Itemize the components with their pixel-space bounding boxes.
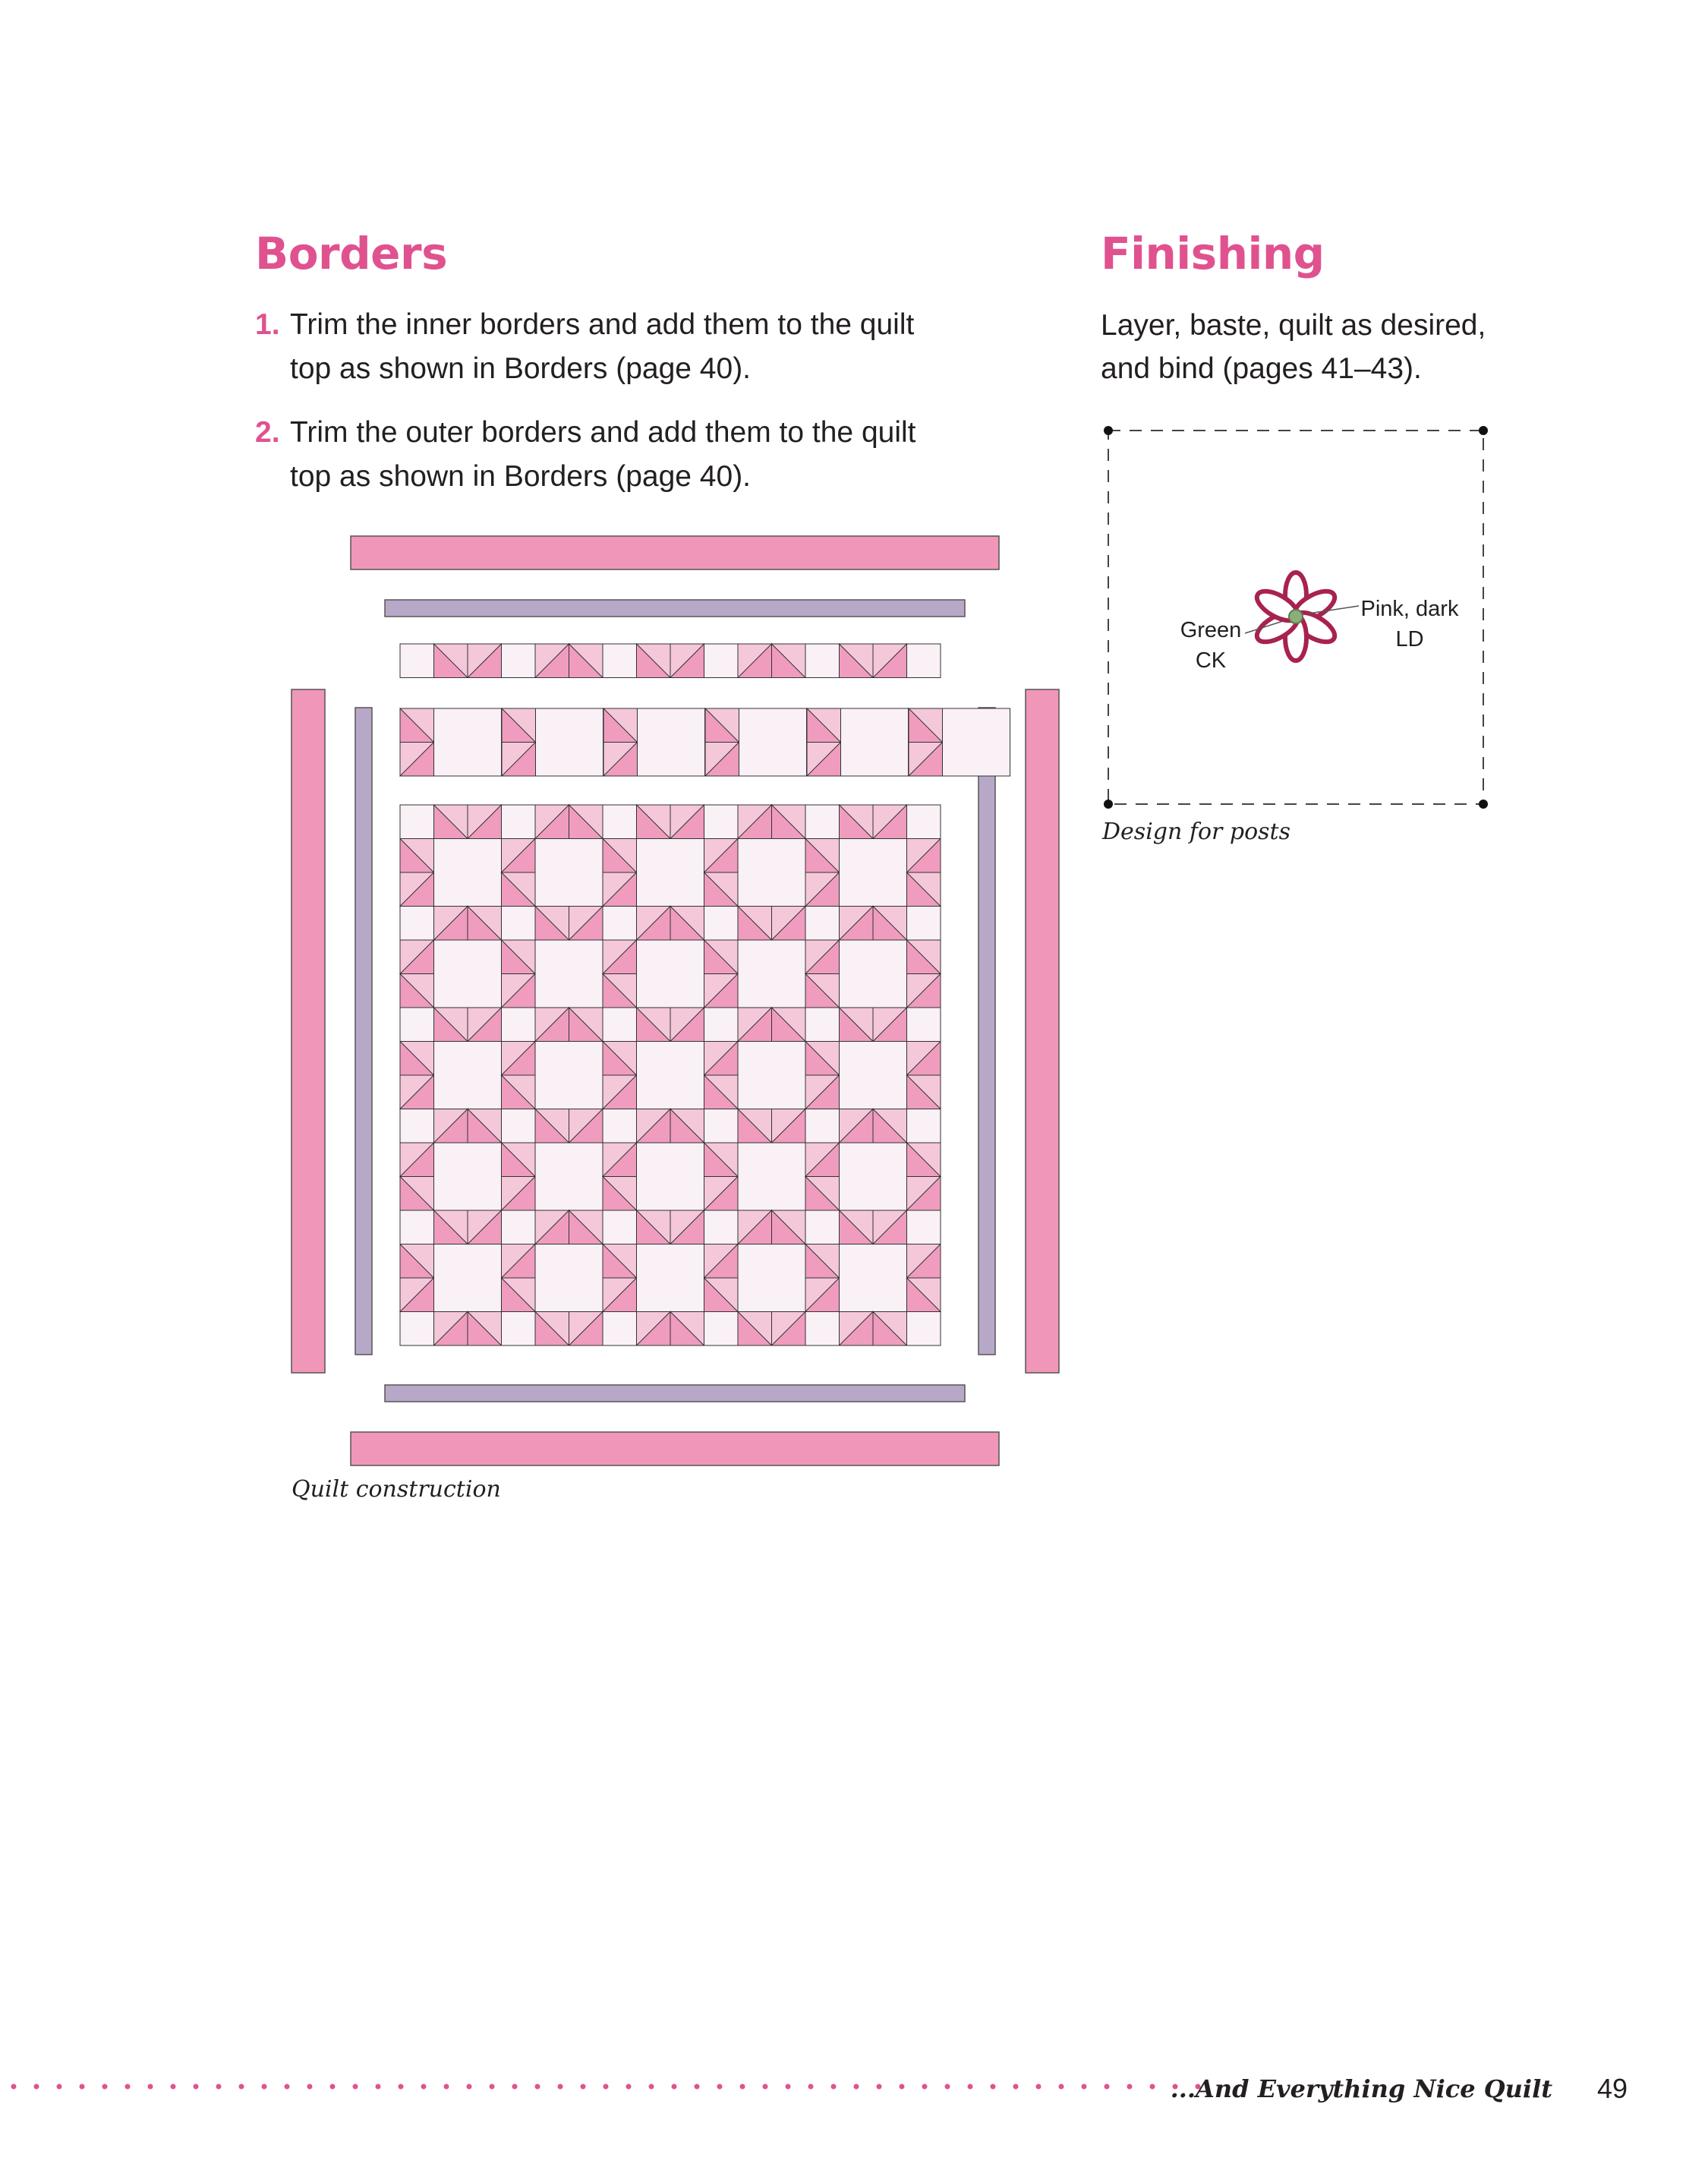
background-square	[400, 1312, 434, 1346]
background-square	[805, 1210, 840, 1244]
outer-border-right	[1026, 689, 1059, 1373]
background-square	[502, 805, 536, 839]
background-square	[805, 1008, 840, 1042]
footer-dot	[649, 2084, 654, 2090]
background-square	[535, 1042, 603, 1109]
inner-border-top	[385, 600, 965, 617]
footer-dot	[1105, 2084, 1110, 2090]
background-square	[603, 907, 637, 941]
footer-dot	[102, 2084, 108, 2090]
background-square	[637, 940, 704, 1008]
footer-dot	[1082, 2084, 1087, 2090]
background-square	[704, 644, 739, 678]
background-square	[907, 1008, 941, 1042]
background-square	[907, 1312, 941, 1346]
footer-dot	[535, 2084, 540, 2090]
step-text: Trim the inner borders and add them to the quilt top as shown in Borders (page 40).	[290, 308, 915, 385]
background-square	[907, 907, 941, 941]
quilt-construction-caption: Quilt construction	[291, 1476, 501, 1503]
inner-border-left	[355, 708, 372, 1355]
background-square	[805, 1312, 840, 1346]
background-square	[840, 1244, 907, 1312]
background-square	[502, 1312, 536, 1346]
background-square	[805, 907, 840, 941]
step-number: 2.	[255, 416, 280, 449]
background-square	[400, 805, 434, 839]
background-square	[907, 1210, 941, 1244]
design-for-posts-caption: Design for posts	[1102, 819, 1291, 845]
footer-dot	[330, 2084, 336, 2090]
background-square	[907, 805, 941, 839]
footer-dot	[740, 2084, 745, 2090]
background-square	[805, 644, 840, 678]
background-square	[400, 1210, 434, 1244]
borders-heading: Borders	[255, 228, 448, 279]
background-square	[535, 839, 603, 907]
footer-dot	[626, 2084, 632, 2090]
outer-border-top	[351, 536, 999, 569]
background-square	[502, 907, 536, 941]
footer-dot	[421, 2084, 427, 2090]
footer-dot	[695, 2084, 700, 2090]
footer-dot	[11, 2084, 17, 2090]
footer-dot	[672, 2084, 677, 2090]
background-square	[943, 708, 1010, 776]
footer-dot	[581, 2084, 586, 2090]
background-square	[738, 839, 805, 907]
background-square	[637, 1143, 704, 1210]
footer-dot	[1150, 2084, 1155, 2090]
footer-dot	[57, 2084, 62, 2090]
background-square	[434, 1143, 502, 1210]
background-square	[637, 1244, 704, 1312]
footer-dot	[148, 2084, 153, 2090]
footer-dot	[353, 2084, 358, 2090]
background-square	[738, 1244, 805, 1312]
finishing-text: Layer, baste, quilt as desired, and bind (pages 41–43).	[1101, 309, 1486, 385]
footer-dot	[444, 2084, 449, 2090]
background-square	[738, 940, 805, 1008]
background-square	[840, 1143, 907, 1210]
background-square	[638, 708, 705, 776]
background-square	[434, 708, 502, 776]
footer-dot	[1059, 2084, 1064, 2090]
background-square	[840, 940, 907, 1008]
footer-dot	[490, 2084, 495, 2090]
inner-border-bottom	[385, 1385, 965, 1402]
footer-dot	[307, 2084, 313, 2090]
background-square	[400, 1109, 434, 1144]
background-square	[603, 1109, 637, 1144]
background-square	[840, 839, 907, 907]
background-square	[841, 708, 909, 776]
footer-dot	[399, 2084, 404, 2090]
background-square	[840, 1042, 907, 1109]
background-square	[704, 1109, 739, 1144]
background-square	[637, 1042, 704, 1109]
footer-dot	[717, 2084, 723, 2090]
footer-dot	[1013, 2084, 1019, 2090]
step-text: Trim the outer borders and add them to the quilt top as shown in Borders (page 40).	[290, 416, 916, 493]
background-square	[738, 1143, 805, 1210]
background-square	[603, 1210, 637, 1244]
background-square	[400, 907, 434, 941]
outer-border-bottom	[351, 1432, 999, 1465]
footer-dot	[467, 2084, 472, 2090]
background-square	[603, 805, 637, 839]
corner-dot	[1104, 800, 1113, 809]
background-square	[502, 1008, 536, 1042]
background-square	[535, 1244, 603, 1312]
flower-center	[1289, 610, 1303, 623]
page-number: 49	[1597, 2073, 1628, 2104]
background-square	[434, 1042, 502, 1109]
footer-dot	[125, 2084, 131, 2090]
footer-dot	[808, 2084, 814, 2090]
background-square	[907, 644, 941, 678]
outer-border-left	[291, 689, 325, 1373]
footer-dot	[945, 2084, 950, 2090]
label-pink-dark-ld: Pink, dark LD	[1360, 597, 1459, 651]
footer-dot	[1127, 2084, 1133, 2090]
background-square	[907, 1109, 941, 1144]
background-square	[704, 907, 739, 941]
footer-dot	[171, 2084, 176, 2090]
footer-dot	[854, 2084, 859, 2090]
footer-dot	[34, 2084, 39, 2090]
footer-dot	[900, 2084, 905, 2090]
footer-dot	[216, 2084, 222, 2090]
background-square	[434, 1244, 502, 1312]
background-square	[400, 1008, 434, 1042]
footer-dot	[763, 2084, 768, 2090]
footer-dot	[922, 2084, 928, 2090]
footer-dot	[968, 2084, 973, 2090]
finishing-heading: Finishing	[1101, 228, 1325, 279]
background-square	[400, 644, 434, 678]
label-green-ck: Green CK	[1180, 618, 1242, 673]
footer-dot	[831, 2084, 837, 2090]
background-square	[603, 1312, 637, 1346]
footer-dot	[239, 2084, 244, 2090]
footer-dot	[262, 2084, 267, 2090]
footer-dot	[603, 2084, 609, 2090]
background-square	[704, 805, 739, 839]
flower-applique-icon	[1253, 573, 1339, 661]
footer-dot	[991, 2084, 996, 2090]
background-square	[603, 1008, 637, 1042]
background-square	[502, 1109, 536, 1144]
background-square	[434, 839, 502, 907]
footer-dot	[877, 2084, 882, 2090]
background-square	[535, 1143, 603, 1210]
footer-dotted-rule	[11, 2084, 1201, 2090]
background-square	[704, 1312, 739, 1346]
footer-dot	[194, 2084, 199, 2090]
background-square	[603, 644, 637, 678]
background-square	[502, 644, 536, 678]
footer-dot	[512, 2084, 518, 2090]
corner-dot	[1479, 426, 1488, 435]
footer-dot	[786, 2084, 791, 2090]
background-square	[637, 839, 704, 907]
footer-title: ...And Everything Nice Quilt	[1170, 2074, 1552, 2103]
pieced-blocks	[400, 644, 1010, 1345]
footer-dot	[376, 2084, 381, 2090]
footer-dot	[558, 2084, 563, 2090]
background-square	[704, 1008, 739, 1042]
background-square	[535, 940, 603, 1008]
footer-dot	[80, 2084, 85, 2090]
background-square	[704, 1210, 739, 1244]
background-square	[738, 1042, 805, 1109]
corner-dot	[1104, 426, 1113, 435]
background-square	[739, 708, 807, 776]
background-square	[536, 708, 603, 776]
background-square	[805, 1109, 840, 1144]
background-square	[805, 805, 840, 839]
inner-border-right	[978, 708, 995, 1355]
footer-dot	[285, 2084, 290, 2090]
step-number: 1.	[255, 308, 280, 341]
background-square	[434, 940, 502, 1008]
background-square	[502, 1210, 536, 1244]
footer-dot	[1036, 2084, 1042, 2090]
corner-dot	[1479, 800, 1488, 809]
quilt-construction-diagram	[291, 536, 1059, 1465]
